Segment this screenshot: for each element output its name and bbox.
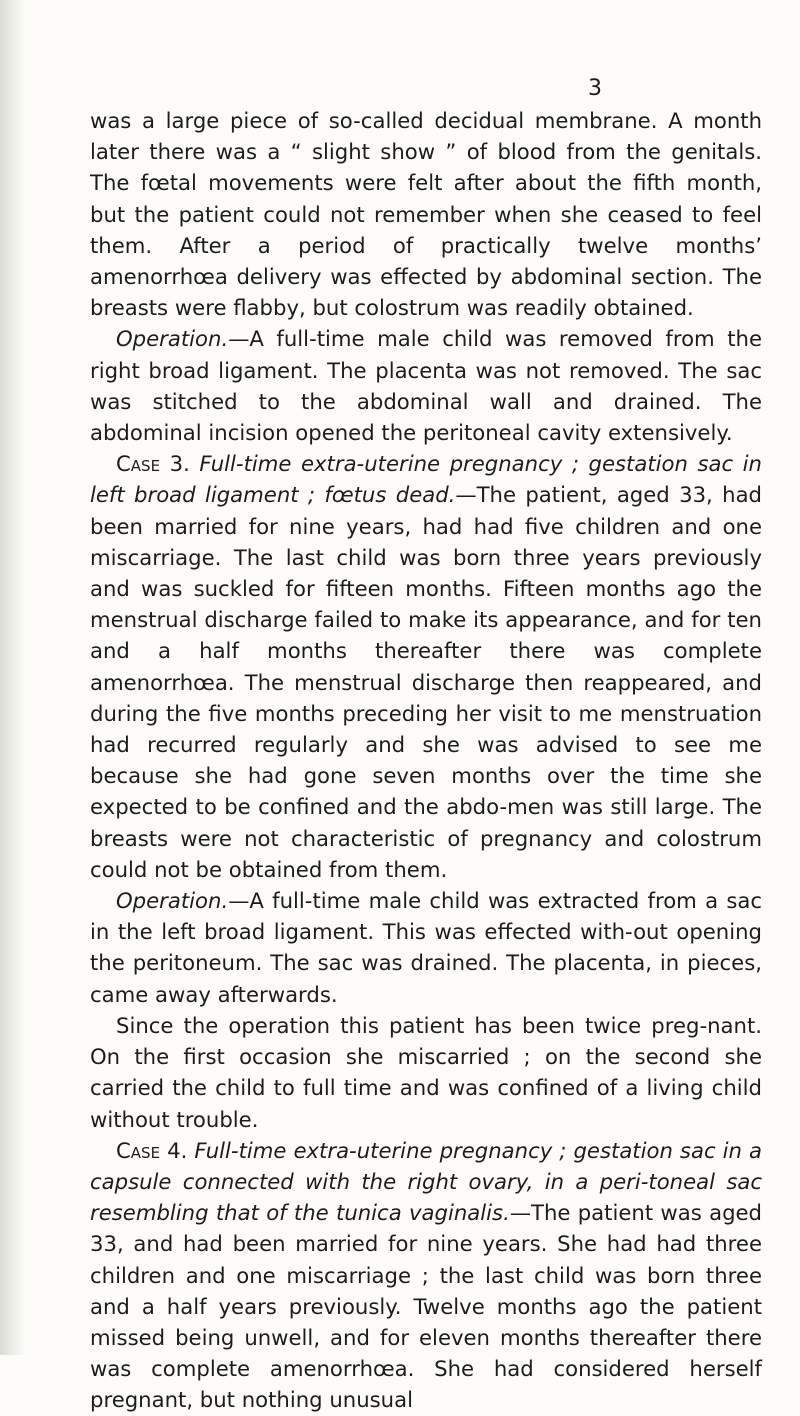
body-text: —The patient, aged 33, had been married for nine years, had had five children and one miscarriage. The last child was born three years previously and was suckled for fifteen months. Fifteen months ago the menstrual discharge failed to make its appearance, and for ten and a half months thereafter there was complete amenorrhœa. The menstrual discharge then reappeared, and during the five months preceding her visit to me menstruation had recurred regularly and she was advised to see me because she had gone seven months over the time she expected to be confined and the abdo-men was still large. The breasts were not characteristic of pregnancy and colostrum could not be obtained from them. [90, 482, 762, 882]
body-text: Since the operation this patient has been twice preg-nant. On the first occasion she miscarried ; on the second she carried the child to full time and was confined of a living child without trouble. [90, 1012, 762, 1132]
italic-heading: Operation. [116, 326, 229, 352]
italic-heading: Full-time extra-uterine pregnancy ; gestation sac in left broad ligament ; fœtus dead. [90, 451, 762, 508]
body-text [190, 451, 200, 476]
body-text: —A full-time male child was removed from the right broad ligament. The placenta was not removed. The sac was stitched to the abdominal wall and drained. The abdominal incision opened the peritoneal cavity extensively. [90, 326, 762, 446]
body-text: —The patient was aged 33, and had been married for nine years. She had had three children and one miscarriage ; the last child was born three and a half years previously. Twelve months ago the patient missed being unwell, and for eleven months thereafter there was complete amenorrhœa. She had considered herself pregnant, but nothing unusual [90, 1200, 763, 1413]
paragraph [90, 1010, 762, 1135]
page-binding-edge [0, 0, 26, 1355]
page-body [90, 105, 762, 1416]
case-label: Case 4. [116, 1137, 188, 1163]
paragraph [90, 323, 762, 448]
body-text: —A full-time male child was extracted from a sac in the left broad ligament. This was effected with-out opening the peritoneum. The sac was drained. The placenta, in pieces, came away afterwards. [90, 888, 762, 1007]
page-number: 3 [588, 76, 602, 101]
italic-heading: Full-time extra-uterine pregnancy ; gestation sac in a capsule connected with the right ovary, in a peri-toneal sac resembling that of the tunica vaginalis. [90, 1137, 762, 1226]
paragraph [90, 885, 762, 1010]
paragraph [90, 1135, 762, 1416]
case-label: Case 3. [116, 451, 190, 477]
body-text: was a large piece of so-called decidual membrane. A month later there was a “ slight show ” of blood from the genitals. The fœtal movements were felt after about the fifth month, but the patient could not remember when she ceased to feel them. After a period of practically twelve months’ amenorrhœa delivery was effected by abdominal section. The breasts were flabby, but colostrum was readily obtained. [90, 108, 762, 321]
paragraph [90, 105, 762, 323]
paragraph [90, 448, 762, 885]
italic-heading: Operation. [116, 888, 229, 914]
